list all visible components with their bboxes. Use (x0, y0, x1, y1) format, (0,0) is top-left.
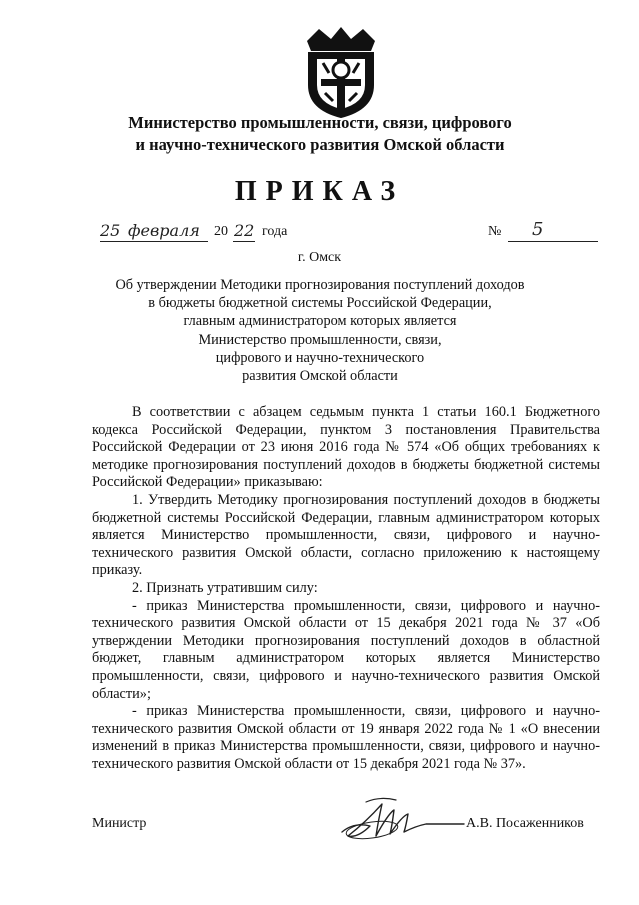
ministry-name-line-1: Министерство промышленности, связи, цифрового (128, 113, 512, 132)
item-2b-paragraph: - приказ Министерства промышленности, связи, цифрового и научно-технического развития Омской области от 19 января 2022 года № 1 «О внесении изменений в приказ Министерства промышленности, связи, цифрового и научно-технического развития Омской области от 15 декабря 2021 года № 37». (92, 703, 600, 772)
number-underline (508, 241, 598, 242)
date-underline (100, 241, 208, 242)
coat-of-arms-emblem (297, 27, 385, 119)
date-month: февраля (128, 221, 200, 240)
subject-line: Министерство промышленности, связи, (198, 331, 442, 348)
year-underline (233, 241, 255, 242)
order-subject (90, 276, 550, 385)
handwritten-signature (336, 792, 466, 846)
order-title: ПРИКАЗ (234, 176, 405, 207)
subject-line: главным администратором которых является (183, 313, 457, 330)
item-2-paragraph: 2. Признать утратившим силу: (132, 579, 318, 596)
preamble-paragraph: В соответствии с абзацем седьмым пункта 1 статьи 160.1 Бюджетного кодекса Российской Федерации, пунктом 3 постановления Правительства Российской Федерации от 23 июня 2016 года № 574 «Об общих требованиях к методике прогнозирования поступлений доходов в бюджеты бюджетной системы Российской Федерации» приказываю: (92, 404, 600, 491)
date-year-prefix: 20 (214, 224, 228, 239)
date-year-suffix: 22 (234, 221, 255, 240)
subject-line: Об утверждении Методики прогнозирования поступлений доходов (115, 277, 525, 293)
signatory-name: А.В. Посаженников (466, 816, 584, 831)
order-body (92, 404, 600, 773)
subject-line: в бюджеты бюджетной системы Российской Федерации, (148, 295, 492, 312)
order-number (488, 219, 598, 246)
number-value: 5 (532, 219, 544, 240)
item-1-paragraph: 1. Утвердить Методику прогнозирования поступлений доходов в бюджеты бюджетной системы Российской Федерации, главным администратором которых является Министерство промышленности, связи, цифрового и научно-технического развития Омской области, согласно приложению к настоящему приказу. (92, 491, 600, 579)
subject-line: развития Омской области (242, 368, 398, 385)
number-label: № (488, 224, 502, 239)
ministry-name-line-2: и научно-технического развития Омской области (135, 135, 505, 154)
date-word: года (262, 224, 288, 239)
city: г. Омск (297, 250, 342, 265)
signatory-role: Министр (92, 816, 147, 831)
subject-line: цифрового и научно-технического (215, 349, 425, 366)
item-2a-paragraph: - приказ Министерства промышленности, связи, цифрового и научно-технического развития Омской области от 15 декабря 2021 года № 37 «Об утверждении Методики прогнозирования поступлений доходов в областной бюджет, главным администратором которых является Министерство промышленности, связи, цифрового и научно-технического развития Омской области»; (92, 597, 600, 702)
date-day: 25 (100, 221, 121, 240)
